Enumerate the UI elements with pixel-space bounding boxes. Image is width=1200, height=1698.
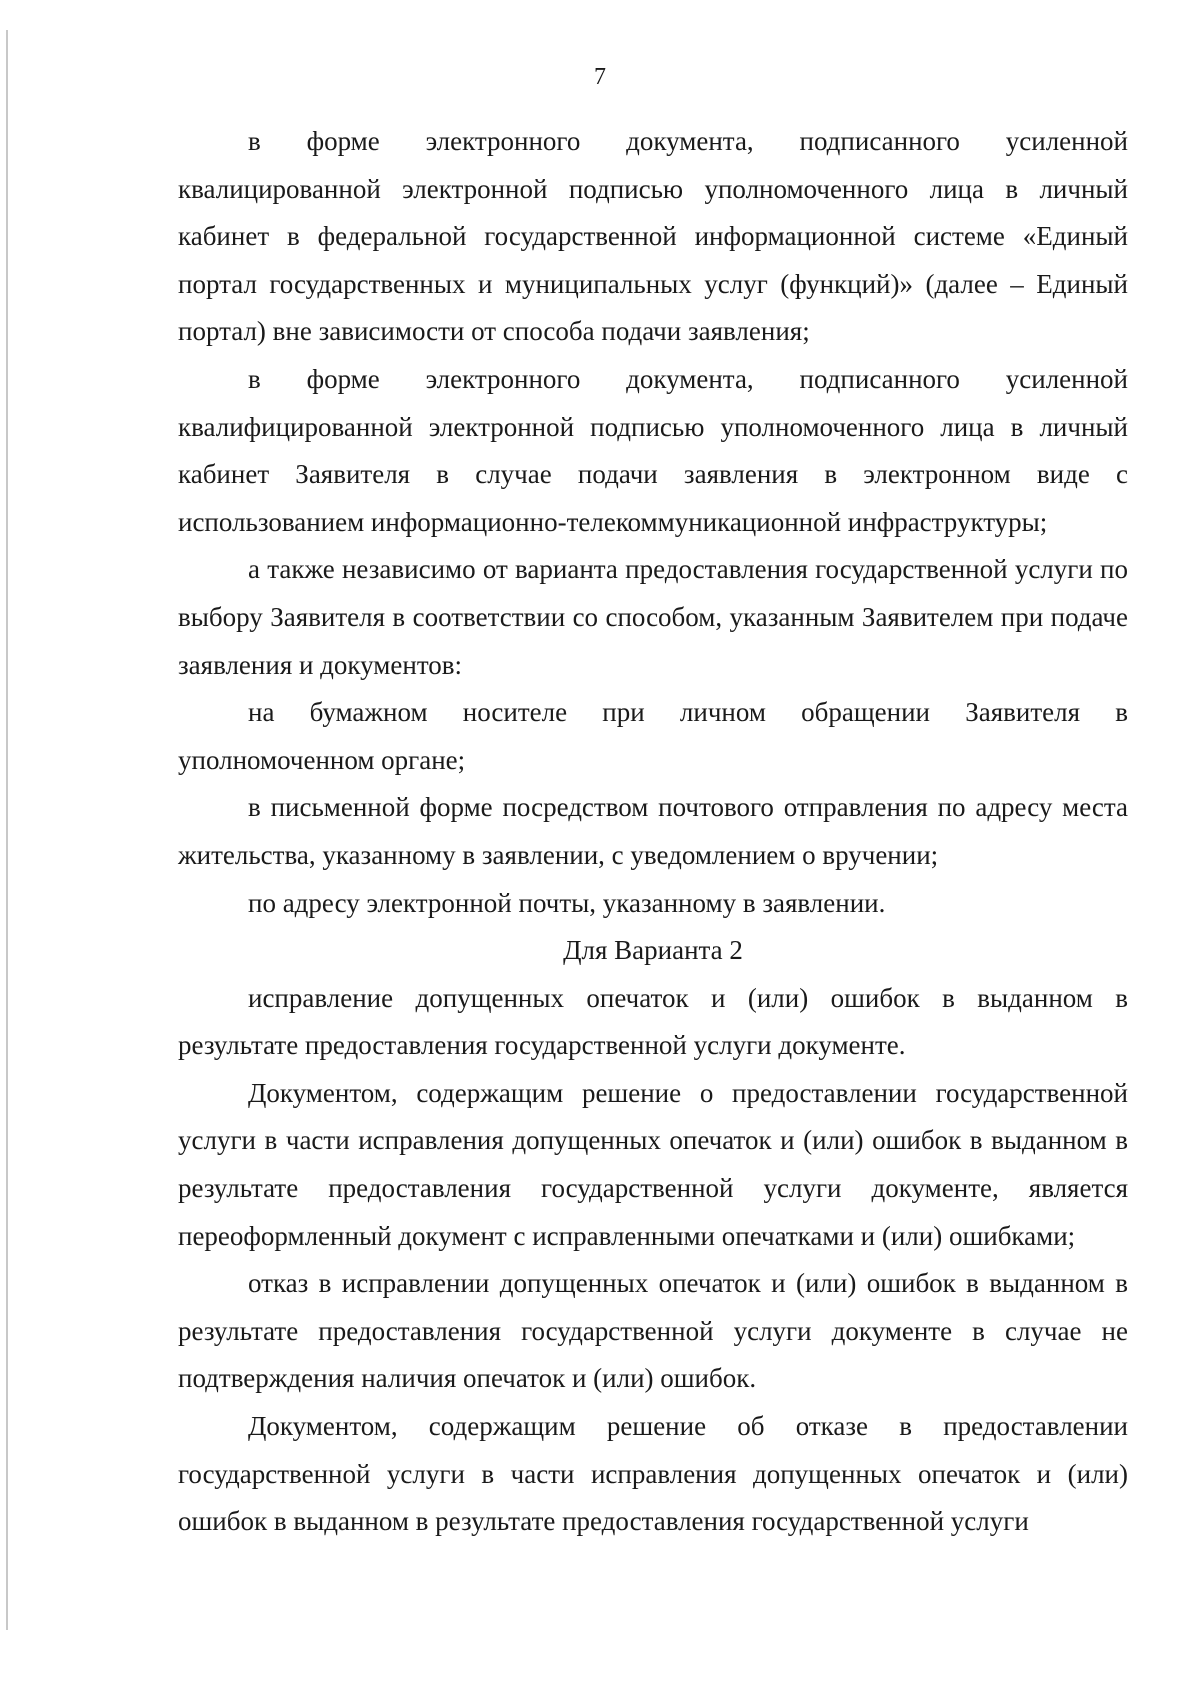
paragraph-5: в письменной форме посредством почтового отправления по адресу места жительства, указанному в заявлении, с уведомлением о вручении; [178,792,1128,870]
paragraph-3: а также независимо от варианта предоставления государственной услуги по выбору Заявителя в соответствии со способом, указанным Заявителем при подаче заявления и документов: [178,554,1128,680]
document-body [178,118,1128,1546]
variant-heading: Для Варианта 2 [563,935,743,966]
paragraph-4: на бумажном носителе при личном обращении Заявителя в уполномоченном органе; [178,697,1128,775]
paragraph-9: отказ в исправлении допущенных опечаток и (или) ошибок в выданном в результате предоставления государственной услуги документе в случае не подтверждения наличия опечаток и (или) ошибок. [178,1268,1128,1394]
paragraph-10: Документом, содержащим решение об отказе в предоставлении государственной услуги в части исправления допущенных опечаток и (или) ошибок в выданном в результате предоставления государственной услуги [178,1411,1128,1537]
paragraph-8: Документом, содержащим решение о предоставлении государственной услуги в части исправления допущенных опечаток и (или) ошибок в выданном в результате предоставления государственной услуги документе, является переоформленный документ с исправленными опечатками и (или) ошибками; [178,1077,1128,1251]
paragraph-2: в форме электронного документа, подписанного усиленной квалифицированной электронной подписью уполномоченного лица в личный кабинет Заявителя в случае подачи заявления в электронном виде с использованием информационно-телекоммуникационной инфраструктуры; [178,363,1128,537]
page-number: 7 [594,64,606,90]
paragraph-6: по адресу электронной почты, указанному в заявлении. [248,887,886,918]
paragraph-7: исправление допущенных опечаток и (или) ошибок в выданном в результате предоставления государственной услуги документе. [178,982,1128,1061]
page-edge-line [6,30,8,1630]
paragraph-1: в форме электронного документа, подписанного усиленной квалицированной электронной подписью уполномоченного лица в личный кабинет в федеральной государственной информационной системе «Единый портал государственных и муниципальных услуг (функций)» (далее – Единый портал) вне зависимости от способа подачи заявления; [178,126,1128,347]
